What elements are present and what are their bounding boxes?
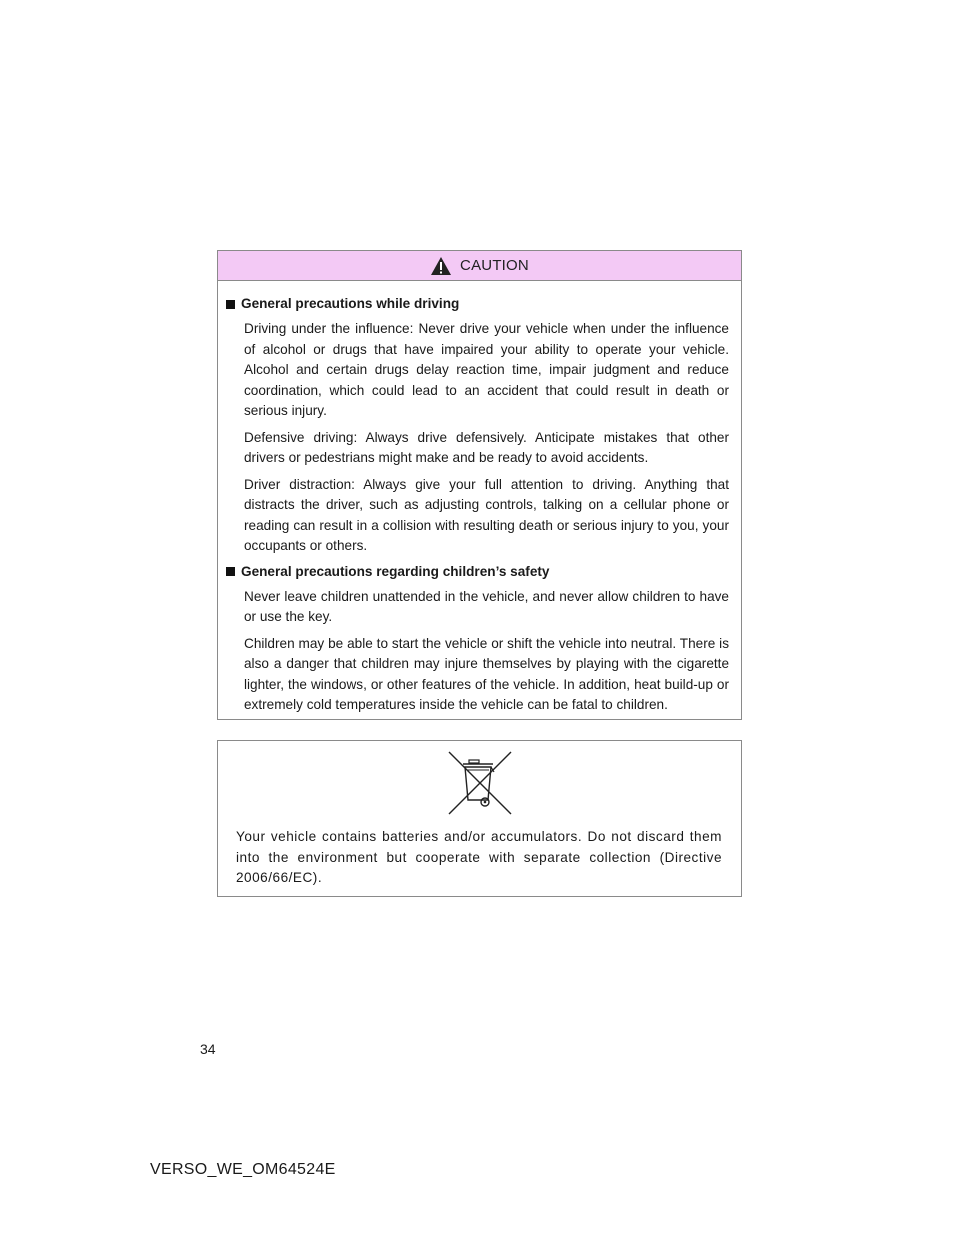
document-code: VERSO_WE_OM64524E [150,1161,336,1178]
paragraph: Driver distraction: Always give your full attention to driving. Anything that distracts the driver, such as adjusting controls, talking on a cellular phone or reading can result in a collision with resulting death or serious injury to you, your occupants or others. [244,476,729,553]
caution-body [218,281,741,716]
crossed-out-wheelie-bin-icon [447,750,513,816]
paragraph: Never leave children unattended in the vehicle, and never allow children to have or use the key. [244,588,729,624]
battery-disposal-text: Your vehicle contains batteries and/or accumulators. Do not discard them into the environment but cooperate with separate collection (Directive 2006/66/EC). [236,829,722,885]
paragraph: Children may be able to start the vehicle or shift the vehicle into neutral. There is also a danger that children may injure themselves by playing with the cigarette lighter, the windows, or other features of the vehicle. In addition, heat build-up or extremely cold temperatures inside the vehicle can be fatal to children. [244,635,729,712]
square-bullet-icon [226,300,235,309]
section-heading [226,295,729,313]
section-heading-text: General precautions regarding children’s safety [241,563,550,579]
square-bullet-icon [226,567,235,576]
paragraph: Defensive driving: Always drive defensively. Anticipate mistakes that other drivers or pedestrians might make and be ready to avoid accidents. [244,429,729,465]
battery-disposal-notice [217,740,742,897]
warning-triangle-icon [430,256,452,276]
caution-header [218,251,741,281]
section-heading-text: General precautions while driving [241,296,460,311]
paragraph: Driving under the influence: Never drive your vehicle when under the influence of alcohol or drugs that have impaired your ability to operate your vehicle. Alcohol and certain drugs delay reaction time, impair judgment and reduce coordination, which could lead to an accident that could result in death or serious injury. [244,321,729,418]
section-heading [226,563,729,581]
caution-box [217,250,742,720]
caution-title: CAUTION [460,257,529,274]
page-number: 34 [200,1041,216,1057]
